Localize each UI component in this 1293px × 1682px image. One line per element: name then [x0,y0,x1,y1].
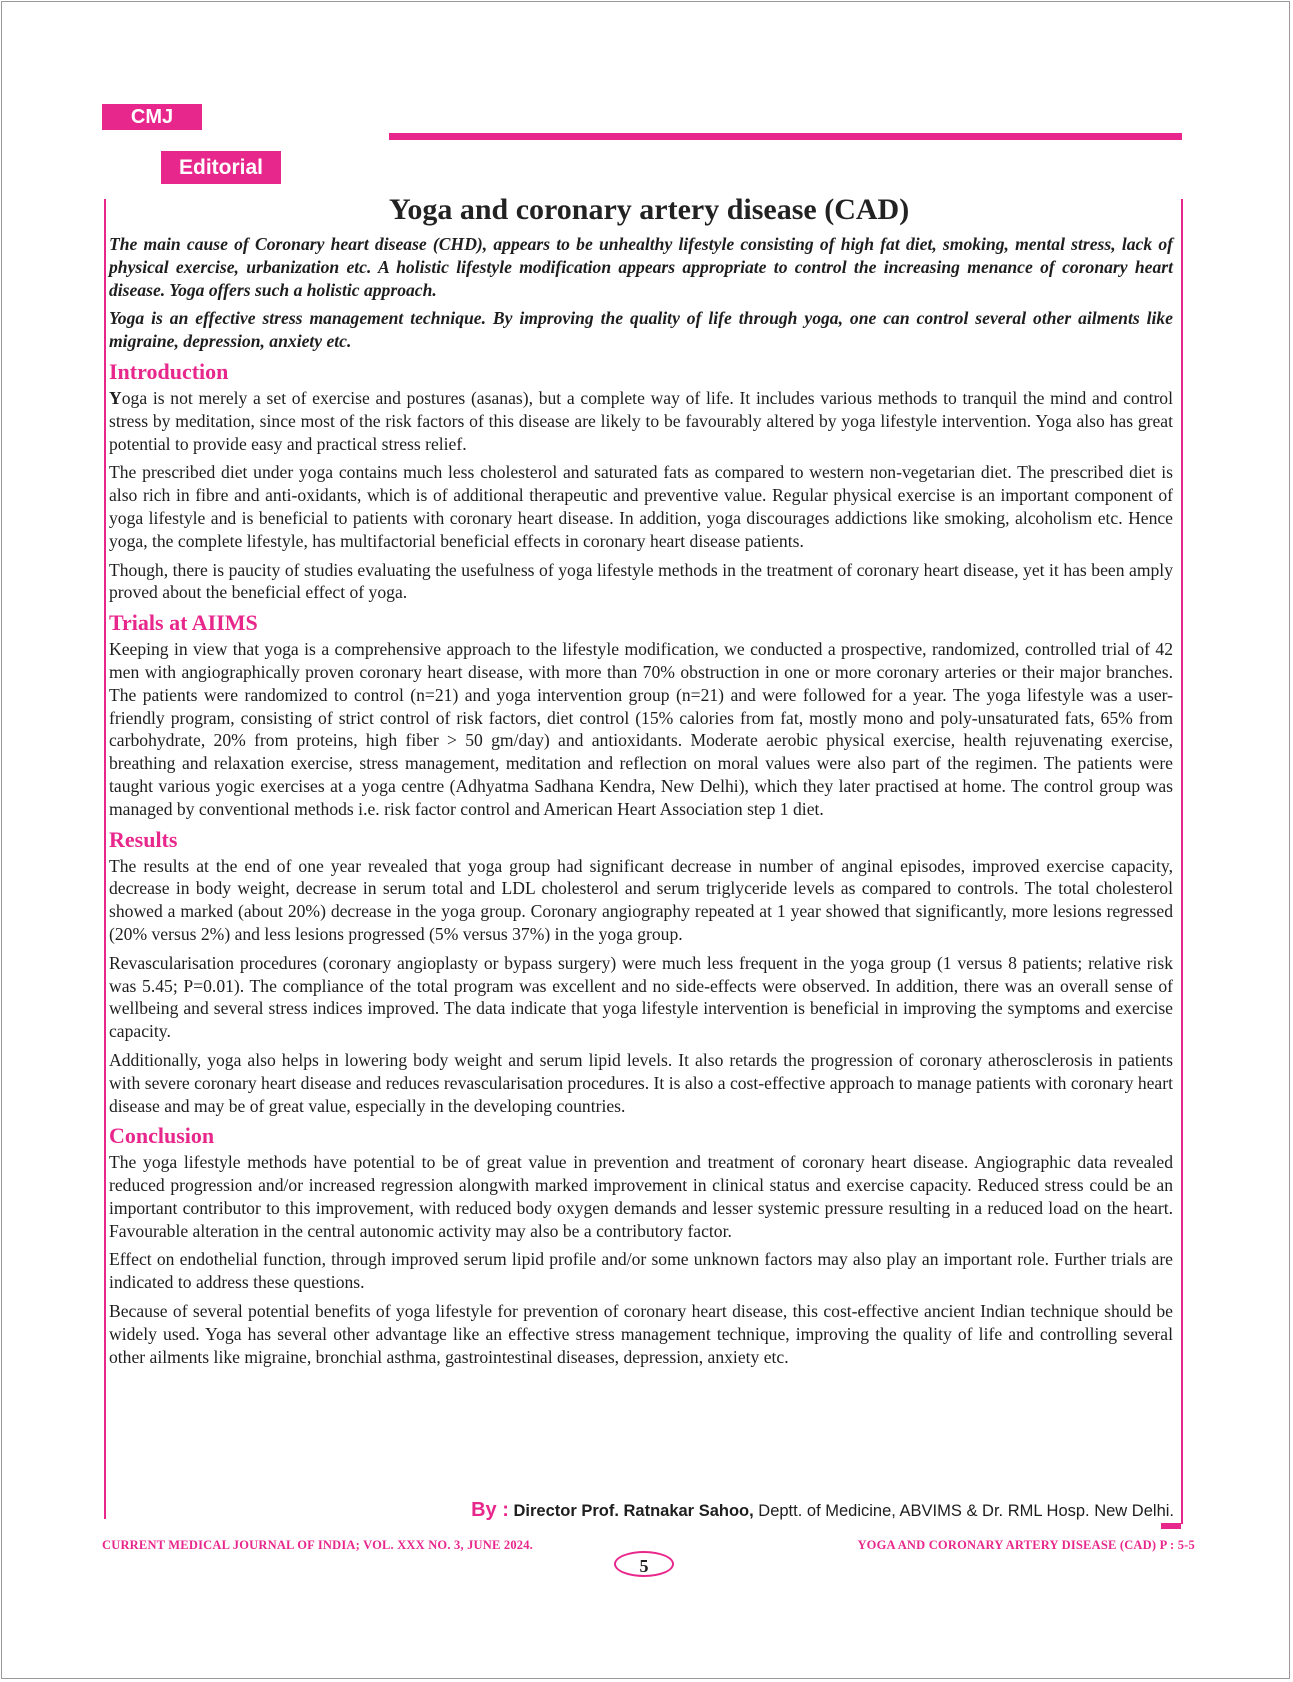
conclusion-paragraph: The yoga lifestyle methods have potential to be of great value in prevention and treatment of coronary heart disease. Angiographic data revealed reduced progression and/or increased regression alongwith marked improvement in clinical status and exercise capacity. Reduced stress could be an important contributor to this improvement, with reduced body oxygen demands and lesser systemic pressure resulting in a reduced load on the heart. Favourable alteration in the central autonomic activity may also be a contributory factor. [109,1152,1173,1241]
results-paragraph: Revascularisation procedures (coronary angioplasty or bypass surgery) were much less frequent in the yoga group (1 versus 8 patients; relative risk was 5.45; P=0.01). The compliance of the total program was excellent and no side-effects were observed. In addition, there was an overall sense of wellbeing and several stress indices improved. The data indicate that yoga lifestyle intervention is beneficial in improving the symptoms and exercise capacity. [109,952,1173,1042]
abstract-paragraph: The main cause of Coronary heart disease (CHD), appears to be unhealthy lifestyle consisting of high fat diet, smoking, mental stress, lack of physical exercise, urbanization etc. A holistic lifestyle modification appears appropriate to control the increasing menance of coronary heart disease. Yoga offers such a holistic approach. [109,234,1173,300]
byline [364,1499,1174,1522]
trials-paragraph: Keeping in view that yoga is a comprehensive approach to the lifestyle modification, we conducted a prospective, randomized, controlled trial of 42 men with angiographically proven coronary heart disease, with more than 70% obstruction in one or more coronary arteries or their major branches. The patients were randomized to control (n=21) and yoga intervention group (n=21) and were followed for a year. The yoga lifestyle was a user-friendly program, consisting of strict control of risk factors, diet control (15% calories from fat, mostly mono and poly-unsaturated fats, 65% from carbohydrate, 20% from proteins, high fiber > 50 gm/day) and antioxidants. Moderate aerobic physical exercise, health rejuvenating exercise, breathing and relaxation exercise, stress management, meditation and reflection on moral values were also part of the regimen. The patients were taught various yogic exercises at a yoga centre (Adhyatma Sadhana Kendra, New Delhi), which they later practised at home. The control group was managed by conventional methods i.e. risk factor control and American Heart Association step 1 diet. [109,639,1173,819]
introduction-heading: Introduction [109,358,229,384]
results-paragraph: Additionally, yoga also helps in lowering body weight and serum lipid levels. It also retards the progression of coronary atherosclerosis in patients with severe coronary heart disease and reduces revascularisation procedures. It is also a cost-effective approach to manage patients with coronary heart disease and may be of great value, especially in the developing countries. [109,1049,1173,1116]
introduction-paragraph: The prescribed diet under yoga contains much less cholesterol and saturated fats as compared to western non-vegetarian diet. The prescribed diet is also rich in fibre and anti-oxidants, which is of additional therapeutic and preventive value. Regular physical exercise is an important component of yoga lifestyle and is beneficial to patients with coronary heart disease. In addition, yoga discourages addictions like smoking, alcoholism etc. Hence yoga, the complete lifestyle, has multifactorial beneficial effects in coronary heart disease patients. [109,462,1173,551]
introduction-paragraph-text: oga is not merely a set of exercise and postures (asanas), but a complete way of life. It includes various methods to tranquil the mind and control stress by meditation, since most of the risk factors of this disease are likely to be favourably altered by yoga lifestyle intervention. Yoga also has great potential to provide easy and practical stress relief. [109,387,1173,454]
footer-article-citation: YOGA AND CORONARY ARTERY DISEASE (CAD) P : 5-5 [857,1538,1195,1552]
trials-heading: Trials at AIIMS [109,610,258,636]
article-title: Yoga and coronary artery disease (CAD) [389,193,910,227]
conclusion-paragraph: Effect on endothelial function, through improved serum lipid profile and/or some unknown factors may also play an important role. Further trials are indicated to address these questions. [109,1249,1173,1293]
left-rule [104,199,106,1519]
top-rule [389,133,1182,140]
section-tag: Editorial [161,151,281,184]
journal-tag: CMJ [102,104,202,130]
byline-affiliation: Deptt. of Medicine, ABVIMS & Dr. RML Hosp. New Delhi. [753,1502,1174,1520]
introduction-paragraph [109,387,1173,455]
page-number: 5 [614,1551,674,1577]
byline-author: Director Prof. Ratnakar Sahoo, [513,1502,754,1520]
byline-label: By : [471,1499,509,1521]
conclusion-paragraph: Because of several potential benefits of yoga lifestyle for prevention of coronary heart disease, this cost-effective ancient Indian technique should be widely used. Yoga has several other advantage like an effective stress management technique, improving the quality of life and controlling several other ailments like migraine, bronchial asthma, gastrointestinal diseases, depression, anxiety etc. [109,1301,1173,1367]
drop-letter: Y [109,387,122,408]
results-paragraph: The results at the end of one year revealed that yoga group had significant decrease in number of anginal episodes, improved exercise capacity, decrease in body weight, decrease in serum total and LDL cholesterol and serum triglyceride levels as compared to controls. The total cholesterol showed a marked (about 20%) decrease in the yoga group. Coronary angiography repeated at 1 year showed that significantly, more lesions regressed (20% versus 2%) and less lesions progressed (5% versus 37%) in the yoga group. [109,855,1173,944]
conclusion-heading: Conclusion [109,1123,215,1149]
footer-journal-citation: CURRENT MEDICAL JOURNAL OF INDIA; VOL. XXX NO. 3, JUNE 2024. [102,1538,533,1552]
abstract-paragraph: Yoga is an effective stress management technique. By improving the quality of life through yoga, one can control several other ailments like migraine, depression, anxiety etc. [109,308,1173,352]
right-rule [1181,199,1183,1524]
article-body [109,233,1173,1374]
bottom-mark [1161,1523,1181,1529]
introduction-paragraph: Though, there is paucity of studies evaluating the usefulness of yoga lifestyle methods in the treatment of coronary heart disease, yet it has been amply proved about the beneficial effect of yoga. [109,559,1173,603]
results-heading: Results [109,826,178,852]
